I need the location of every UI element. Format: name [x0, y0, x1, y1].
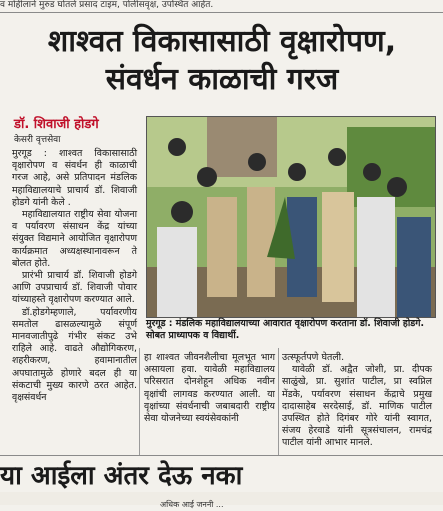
article-column-3	[282, 352, 432, 450]
paragraph: प्रारंभी प्राचार्य डॉ. शिवाजी होडगे आणि उपप्राचार्य डॉ. शिवाजी पोवार यांच्याहस्ते वृक्षारोपण करण्यात आले.	[12, 270, 137, 306]
byline-org: केसरी वृत्तसेवा	[14, 135, 61, 145]
article-column-2	[144, 352, 275, 425]
paragraph: महाविद्यालयात राष्ट्रीय सेवा योजना व पर्यावरण संसाधन केंद्र यांच्या संयुक्त विद्यमाने आयोजित वृक्षारोपण कार्यक्रमात अध्यक्षस्थानावरून ते बोलत होते.	[12, 209, 137, 269]
paragraph: यावेळी डॉ. अद्वैत जोशी, प्रा. दीपक साळुंखे, प्रा. सुशांत पाटील, प्रा स्वप्निल मेंडके, पर्यावरण संसाधन केंद्राचे प्रमुख दादासाहेब सरदेसाई, डॉ. माणिक पाटील उपस्थित होते दिगंबर गोरे यांनी स्वागत, संजय हेरवाडे यांनी सूत्रसंचालन, रामचंद्र पाटील यांनी आभार मानले.	[282, 364, 432, 449]
column-divider	[139, 348, 140, 456]
headline-line-2: संवर्धन काळाची गरज	[105, 62, 339, 97]
column-divider	[278, 348, 279, 456]
next-article-snippet: अधिक आई जननी ...	[160, 500, 224, 509]
top-divider	[0, 12, 443, 13]
paragraph: उत्स्फूर्तपणे घेतली.	[282, 352, 345, 363]
paragraph: हा शाश्वत जीवनशैलीचा मूलभूत भाग असायला हवा. यावेळी महाविद्यालय परिसरात दोनशेहून अधिक नवीन वृक्षांची लागवड करण्यात आली. या वृक्षांच्या संवर्धनाची जबाबदारी राष्ट्रीय सेवा योजनेच्या स्वयंसेवकांनी	[144, 352, 275, 425]
photo-caption: मुरगूड : मंडलिक महाविद्यालयाच्या आवारात वृक्षारोपण करताना डॉ. शिवाजी होडगे. सोबत प्राध्यापक व विद्यार्थी.	[146, 318, 425, 341]
previous-article-strip: व मोहीलाने मुरुड घोतले प्रसाद टाइम, पोलीसवृक्ष, उपस्थित आहेत.	[0, 0, 214, 10]
next-article-headline: या आईला अंतर देऊ नका	[0, 461, 243, 491]
news-photo	[146, 116, 436, 318]
headline-line-1: शाश्वत विकासासाठी वृक्षारोपण,	[47, 24, 397, 59]
paragraph: मुरगूड : शाश्वत विकासासाठी वृक्षारोपण व संवर्धन ही काळाची गरज आहे, असे प्रतिपादन मंडलिक महाविद्यालयाचे प्राचार्य डॉ. शिवाजी होडगे यांनी केले .	[12, 148, 137, 208]
paragraph: डॉ.होडगेम्हणाले, पर्यावरणीय समतोल ढासळल्यामुळे संपूर्ण मानवजातीपुढे गंभीर संकट उभे राहिले आहे. वाढते औद्योगिकरण, शहरीकरण, हवामानातील अपघातामुळे होणारे बदल ही या संकटाची मुख्य कारणे ठरत आहेत. वृक्षसंवर्धन	[12, 306, 137, 404]
article-column-1	[12, 148, 137, 404]
next-article-strip	[0, 492, 443, 509]
byline-name: डॉ. शिवाजी होडगे	[14, 117, 99, 132]
